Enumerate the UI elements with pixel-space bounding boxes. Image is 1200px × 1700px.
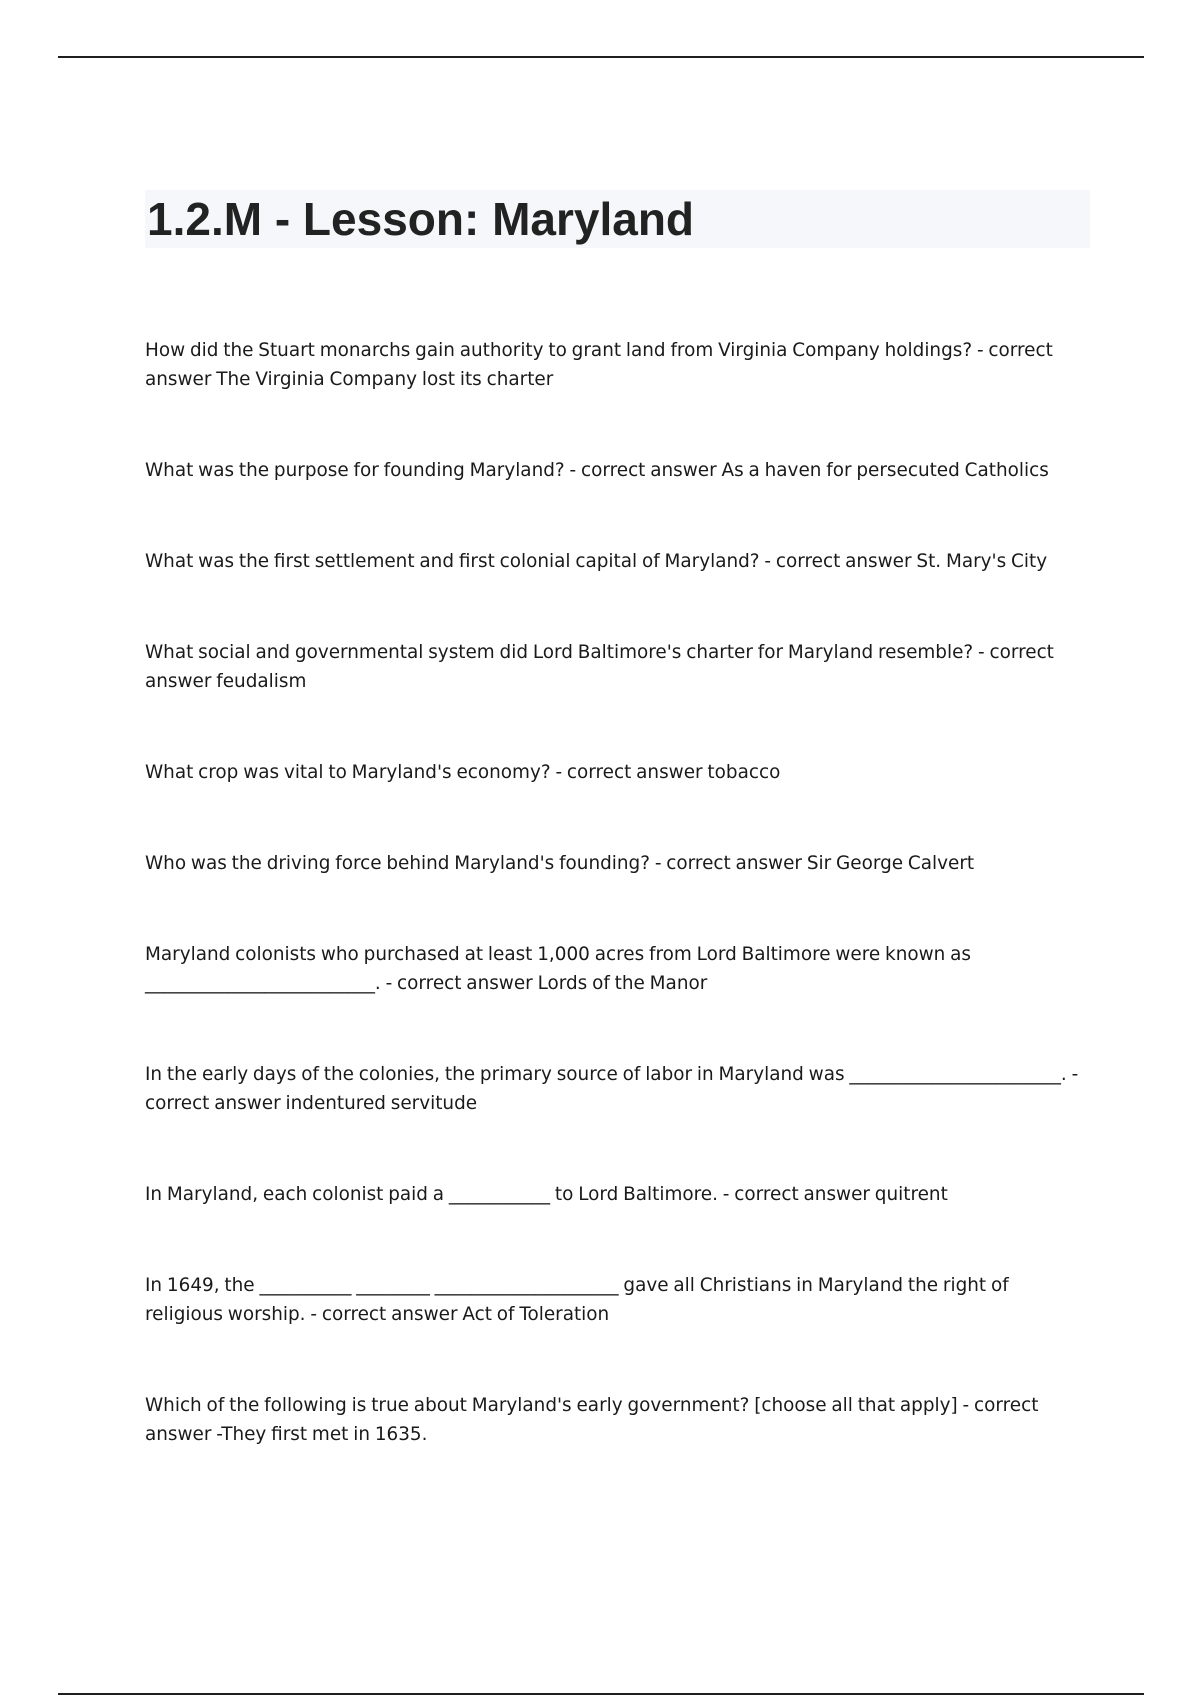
page-title: 1.2.M - Lesson: Maryland (147, 193, 695, 245)
qa-item: What was the purpose for founding Maryland? - correct answer As a haven for persecuted Catholics (145, 460, 1049, 481)
top-rule (58, 56, 1144, 58)
qa-item: In Maryland, each colonist paid a ___________ to Lord Baltimore. - correct answer quitrent (145, 1184, 948, 1205)
qa-item: What was the first settlement and first colonial capital of Maryland? - correct answer St. Mary's City (145, 551, 1048, 572)
bottom-rule (58, 1693, 1144, 1695)
qa-item: In 1649, the __________ ________ ____________________ gave all Christians in Maryland the right of religious worship. - correct answer Act of Toleration (145, 1275, 1009, 1325)
qa-list (145, 336, 1090, 1511)
qa-item: Who was the driving force behind Maryland's founding? - correct answer Sir George Calvert (145, 853, 975, 874)
qa-item: What crop was vital to Maryland's economy? - correct answer tobacco (145, 762, 781, 783)
qa-item: Maryland colonists who purchased at least 1,000 acres from Lord Baltimore were known as _________________________. - correct answer Lords of the Manor (145, 944, 972, 994)
qa-item: Which of the following is true about Maryland's early government? [choose all that apply] - correct answer -They first met in 1635. (145, 1395, 1039, 1445)
qa-item: What social and governmental system did Lord Baltimore's charter for Maryland resemble? - correct answer feudalism (145, 642, 1054, 692)
qa-item: In the early days of the colonies, the primary source of labor in Maryland was _______________________. - correct answer indentured servitude (145, 1064, 1079, 1114)
qa-item: How did the Stuart monarchs gain authority to grant land from Virginia Company holdings? - correct answer The Virginia Company lost its charter (145, 340, 1053, 390)
title-banner (145, 190, 1090, 248)
